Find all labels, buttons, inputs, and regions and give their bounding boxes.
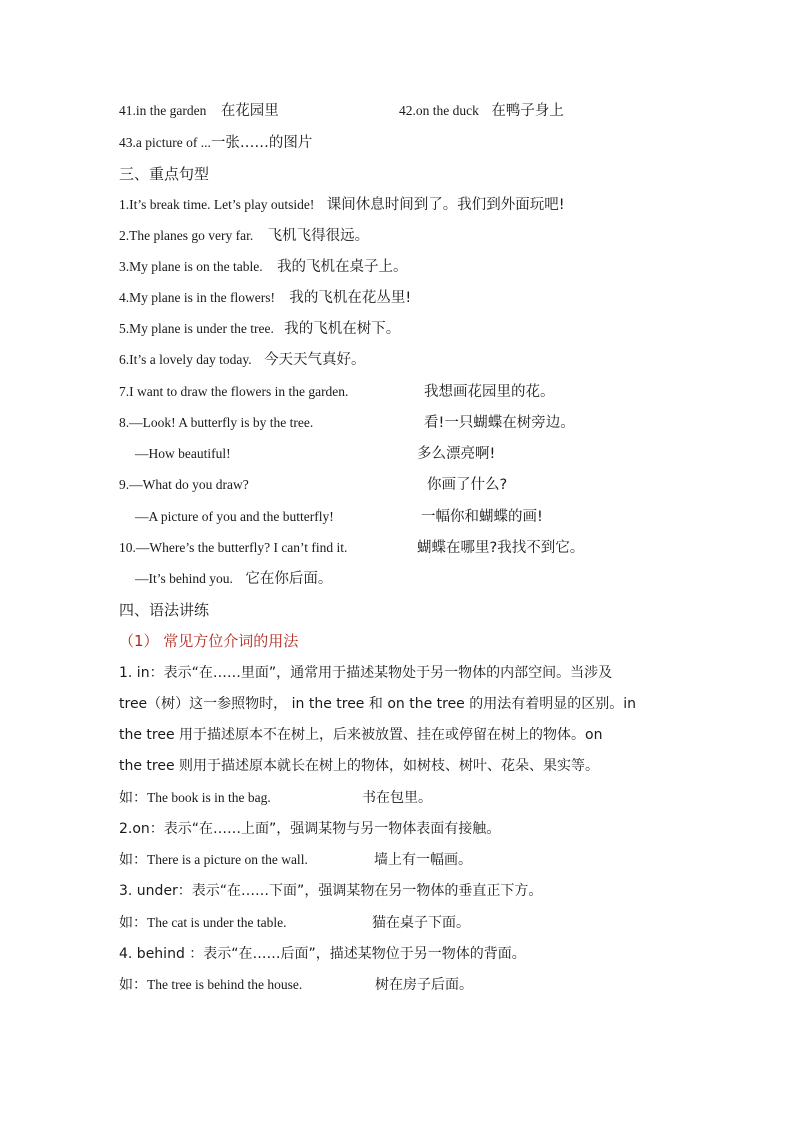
rule-under: 3. under：表示“在……下面”，强调某物在另一物体的垂直正下方。 <box>119 883 543 899</box>
rule-behind: 4. behind ：表示“在……后面”，描述某物位于另一物体的背面。 <box>119 946 526 962</box>
example-behind: 如：The tree is behind the house. 树在房子后面。 <box>119 977 473 993</box>
sentence-9: 9.—What do you draw? 你画了什么? <box>119 477 508 493</box>
rule-in-line-3: the tree 用于描述原本不在树上，后来被放置、挂在或停留在树上的物体。on <box>119 727 603 743</box>
example-in: 如：The book is in the bag. 书在包里。 <box>119 790 432 806</box>
sentence-1: 1.It’s break time. Let’s play outside! 课间休息时间到了。我们到外面玩吧! <box>119 197 565 213</box>
phrase-42-en: 42.on the duck <box>399 103 479 118</box>
sentence-3: 3.My plane is on the table. 我的飞机在桌子上。 <box>119 259 408 275</box>
sentence-4: 4.My plane is in the flowers! 我的飞机在花丛里! <box>119 290 412 306</box>
phrase-41-en: 41.in the garden <box>119 103 207 118</box>
phrase-row-43 <box>119 131 679 155</box>
section-title-grammar: 四、语法讲练 <box>119 601 210 619</box>
example-under: 如：The cat is under the table. 猫在桌子下面。 <box>119 915 470 931</box>
phrase-42-zh: 在鸭子身上 <box>491 103 564 119</box>
rule-in-line-2: tree（树）这一参照物时， in the tree 和 on the tree 的用法有着明显的区别。in <box>119 696 637 712</box>
phrase-43-zh: 一张……的图片 <box>210 135 313 151</box>
sentence-7: 7.I want to draw the flowers in the garden. 我想画花园里的花。 <box>119 384 555 400</box>
subsection-title-prepositions: （1） 常见方位介词的用法 <box>119 632 299 650</box>
phrase-row-41-42 <box>119 99 679 123</box>
sentence-2: 2.The planes go very far. 飞机飞得很远。 <box>119 228 370 244</box>
sentence-8-reply: —How beautiful! 多么漂亮啊! <box>135 446 496 462</box>
example-on: 如：There is a picture on the wall. 墙上有一幅画。 <box>119 852 472 868</box>
sentence-9-reply: —A picture of you and the butterfly! 一幅你和蝴蝶的画! <box>135 509 543 525</box>
phrase-41-zh: 在花园里 <box>220 103 279 119</box>
rule-in-line-4: the tree 则用于描述原本就长在树上的物体，如树枝、树叶、花朵、果实等。 <box>119 758 600 774</box>
section-title-key-sentences: 三、重点句型 <box>119 165 210 183</box>
phrase-43-en: 43.a picture of ... <box>119 135 211 150</box>
sentence-10-reply: —It’s behind you. 它在你后面。 <box>135 571 333 587</box>
sentence-10: 10.—Where’s the butterfly? I can’t find it. 蝴蝶在哪里?我找不到它。 <box>119 540 585 556</box>
sentence-8: 8.—Look! A butterfly is by the tree. 看!一只蝴蝶在树旁边。 <box>119 415 575 431</box>
sentence-6: 6.It’s a lovely day today. 今天天气真好。 <box>119 352 366 368</box>
rule-in-line-1: 1. in：表示“在……里面”，通常用于描述某物处于另一物体的内部空间。当涉及 <box>119 665 613 681</box>
sentence-5: 5.My plane is under the tree. 我的飞机在树下。 <box>119 321 401 337</box>
rule-on: 2.on：表示“在……上面”，强调某物与另一物体表面有接触。 <box>119 821 501 837</box>
